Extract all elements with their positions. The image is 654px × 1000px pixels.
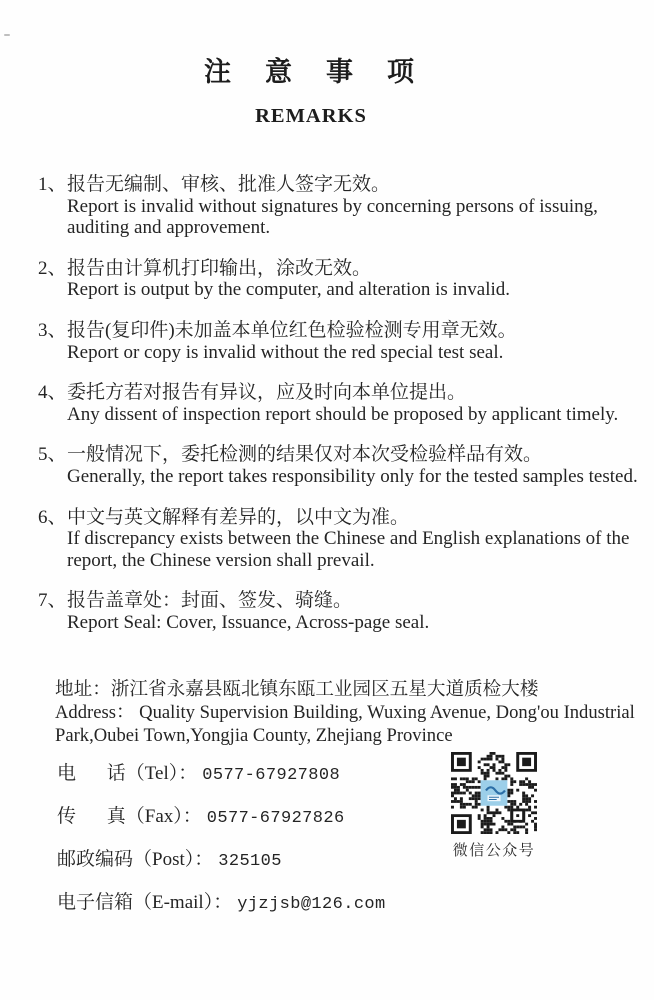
remark-number: 7、 bbox=[38, 590, 67, 612]
remark-item bbox=[38, 590, 654, 633]
remark-text-en: If discrepancy exists between the Chinese and English explanations of the report, the Chinese version shall prevail. bbox=[67, 528, 630, 571]
page-header bbox=[0, 0, 622, 128]
remark-number: 2、 bbox=[38, 257, 67, 279]
remarks-list bbox=[38, 174, 654, 634]
remark-item bbox=[38, 507, 654, 572]
remark-item bbox=[38, 258, 654, 301]
remark-text-cn: 一般情况下，委托检测的结果仅对本次受检验样品有效。 bbox=[67, 444, 543, 466]
remark-item bbox=[38, 320, 654, 363]
post-label: 邮政编码（Post）： bbox=[57, 848, 214, 870]
remark-number: 1、 bbox=[38, 174, 67, 195]
contact-row-post bbox=[57, 849, 654, 873]
tel-value: 0577-67927808 bbox=[202, 765, 341, 785]
qr-code-icon bbox=[451, 752, 537, 834]
page-title-en: REMARKS bbox=[255, 105, 367, 127]
remark-text-en: Generally, the report takes responsibility only for the tested samples tested. bbox=[67, 465, 638, 487]
wechat-qr-block bbox=[448, 752, 540, 860]
remark-text-en: Report Seal: Cover, Issuance, Across-page seal. bbox=[67, 611, 430, 633]
address-block bbox=[55, 678, 649, 748]
qr-caption: 微信公众号 bbox=[452, 843, 536, 859]
remark-number: 4、 bbox=[38, 382, 67, 404]
remark-text-en: Report is output by the computer, and alteration is invalid. bbox=[67, 279, 511, 301]
fax-value: 0577-67927826 bbox=[206, 808, 345, 828]
remark-item bbox=[38, 444, 654, 487]
address-cn: 地址：浙江省永嘉县瓯北镇东瓯工业园区五星大道质检大楼 bbox=[55, 678, 539, 700]
contacts-block bbox=[57, 763, 654, 916]
email-value: yjzjsb@126.com bbox=[237, 894, 386, 914]
contact-row-tel bbox=[57, 763, 654, 787]
tel-label: 电 话（Tel）： bbox=[57, 762, 198, 784]
fax-label: 传 真（Fax）： bbox=[57, 805, 202, 827]
remark-number: 5、 bbox=[38, 444, 67, 466]
email-label: 电子信箱（E-mail）： bbox=[57, 891, 233, 913]
remark-text-en: Report is invalid without signatures by concerning persons of issuing, auditing and approvement. bbox=[67, 195, 598, 239]
contact-row-email bbox=[57, 892, 654, 916]
remark-text-cn: 委托方若对报告有异议，应及时向本单位提出。 bbox=[67, 382, 467, 404]
page-title-cn: 注意事项 bbox=[204, 57, 448, 87]
contact-row-fax bbox=[57, 806, 654, 830]
remark-text-cn: 报告由计算机打印输出，涂改无效。 bbox=[67, 257, 372, 279]
remark-text-cn: 报告无编制、审核、批准人签字无效。 bbox=[67, 174, 391, 195]
remark-text-en: Any dissent of inspection report should be proposed by applicant timely. bbox=[67, 403, 619, 425]
remark-item bbox=[38, 174, 654, 239]
remark-text-cn: 中文与英文解释有差异的，以中文为准。 bbox=[67, 506, 410, 528]
remark-text-cn: 报告盖章处：封面、签发、骑缝。 bbox=[67, 590, 353, 612]
remark-item bbox=[38, 382, 654, 425]
remark-number: 6、 bbox=[38, 506, 67, 528]
scan-artifact bbox=[4, 34, 10, 36]
remark-text-cn: 报告(复印件)未加盖本单位红色检验检测专用章无效。 bbox=[67, 319, 517, 341]
remark-text-en: Report or copy is invalid without the red special test seal. bbox=[67, 341, 504, 363]
post-value: 325105 bbox=[218, 851, 282, 871]
remark-number: 3、 bbox=[38, 319, 67, 341]
address-en: Address： Quality Supervision Building, Wuxing Avenue, Dong'ou Industrial Park,Oubei Town,Yongjia County, Zhejiang Province bbox=[55, 701, 635, 747]
